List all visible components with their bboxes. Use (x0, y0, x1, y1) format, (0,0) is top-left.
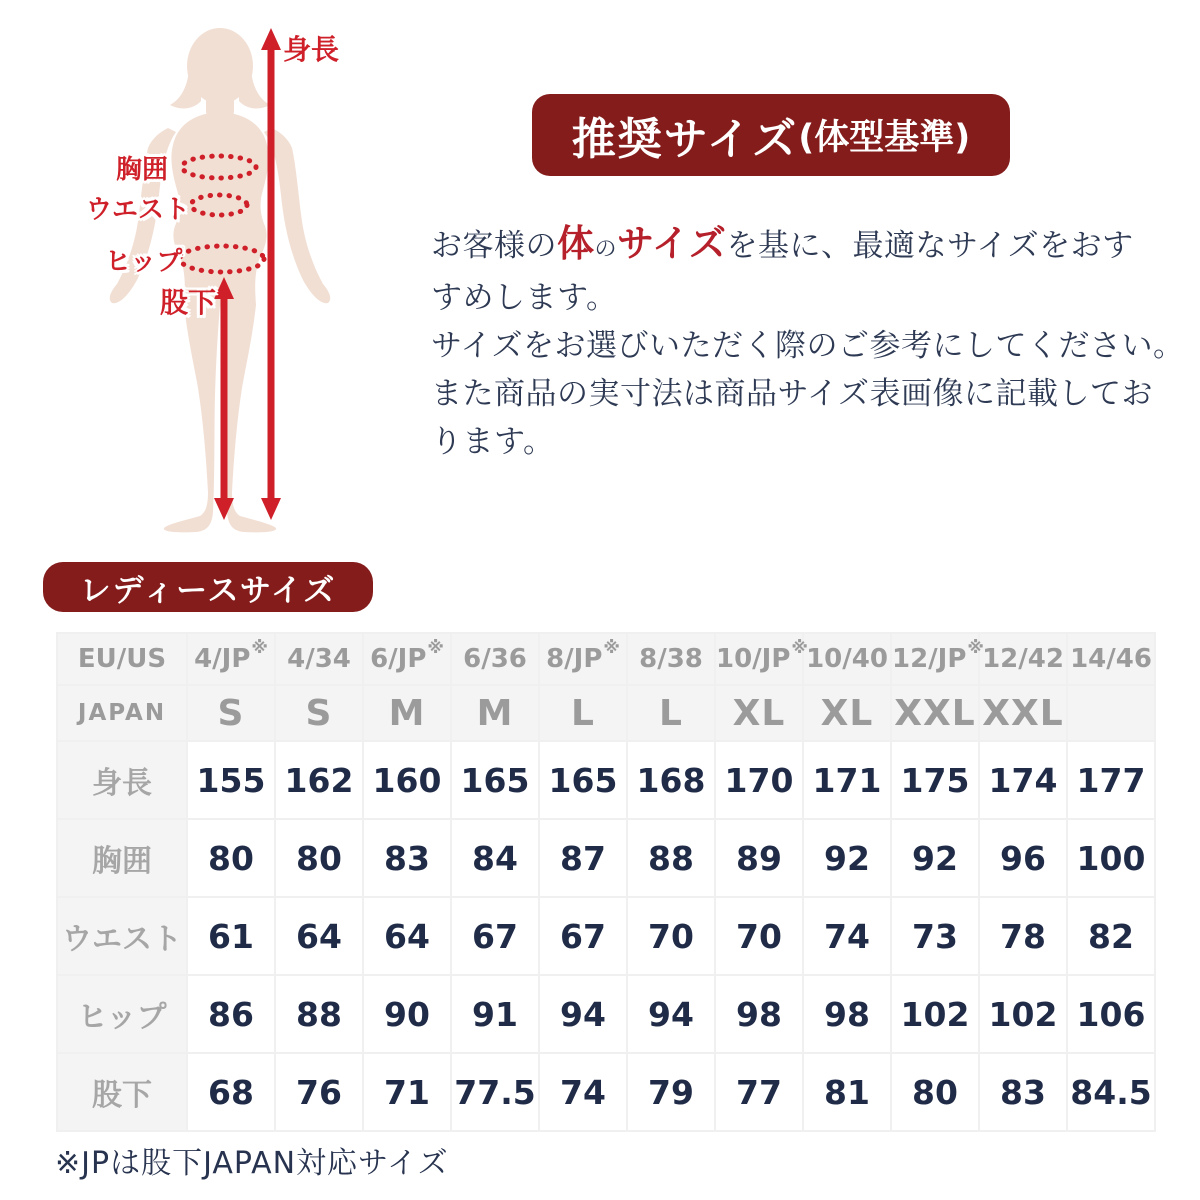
japan-size-cell: XL (715, 685, 803, 741)
eu-us-header-cell: 10/JP※ (715, 633, 803, 685)
size-value-cell: 74 (539, 1053, 627, 1131)
size-value-cell: 79 (627, 1053, 715, 1131)
size-value-cell: 67 (451, 897, 539, 975)
eu-us-header-label: EU/US (57, 633, 187, 685)
eu-us-header-cell: 12/42 (979, 633, 1067, 685)
recommended-size-banner-subtitle: (体型基準) (798, 118, 971, 158)
size-value-cell: 102 (979, 975, 1067, 1053)
size-value-cell: 71 (363, 1053, 451, 1131)
ladies-size-banner: レディースサイズ (43, 562, 373, 612)
japan-size-cell: L (627, 685, 715, 741)
size-value-cell: 80 (891, 1053, 979, 1131)
eu-us-header-cell: 10/40 (803, 633, 891, 685)
intro-line1-suffix: を基に、最適なサイズをおす (726, 228, 1134, 264)
japan-size-cell: XXL (891, 685, 979, 741)
eu-us-header-cell: 8/38 (627, 633, 715, 685)
eu-us-header-cell: 6/36 (451, 633, 539, 685)
size-value-cell: 92 (891, 819, 979, 897)
japan-size-cell: XL (803, 685, 891, 741)
measurement-row (57, 741, 1155, 819)
size-value-cell: 74 (803, 897, 891, 975)
reference-mark: ※ (251, 638, 268, 658)
size-value-cell: 84 (451, 819, 539, 897)
row-label-cell: 胸囲 (57, 819, 187, 897)
size-value-cell: 162 (275, 741, 363, 819)
size-value-cell: 155 (187, 741, 275, 819)
intro-line1-size-word: サイズ (617, 222, 727, 265)
size-value-cell: 80 (275, 819, 363, 897)
size-value-cell: 96 (979, 819, 1067, 897)
height-label: 身長 (283, 33, 340, 66)
row-label-cell: ウエスト (57, 897, 187, 975)
size-value-cell: 91 (451, 975, 539, 1053)
size-value-cell: 165 (451, 741, 539, 819)
size-value-cell: 94 (539, 975, 627, 1053)
japan-size-cell: XXL (979, 685, 1067, 741)
intro-line-4: また商品の実寸法は商品サイズ表画像に記載してお (431, 376, 1154, 412)
size-value-cell: 168 (627, 741, 715, 819)
eu-us-header-cell: 14/46 (1067, 633, 1155, 685)
size-value-cell: 82 (1067, 897, 1155, 975)
size-value-cell: 106 (1067, 975, 1155, 1053)
intro-line1-no: の (594, 237, 618, 262)
size-value-cell: 102 (891, 975, 979, 1053)
size-value-cell: 94 (627, 975, 715, 1053)
size-value-cell: 64 (275, 897, 363, 975)
eu-us-header-cell: 4/JP※ (187, 633, 275, 685)
inseam-label: 股下 (160, 286, 217, 319)
size-value-cell: 84.5 (1067, 1053, 1155, 1131)
size-value-cell: 160 (363, 741, 451, 819)
eu-us-header-cell: 4/34 (275, 633, 363, 685)
size-value-cell: 92 (803, 819, 891, 897)
size-value-cell: 100 (1067, 819, 1155, 897)
intro-text (431, 220, 1200, 466)
size-value-cell: 165 (539, 741, 627, 819)
size-value-cell: 81 (803, 1053, 891, 1131)
size-value-cell: 98 (803, 975, 891, 1053)
intro-line-5: ります。 (431, 424, 555, 460)
japan-size-cell: S (275, 685, 363, 741)
measurement-row (57, 975, 1155, 1053)
waist-label: ウエスト (86, 195, 191, 225)
measurement-row (57, 819, 1155, 897)
jp-footnote: ※JPは股下JAPAN対応サイズ (55, 1146, 449, 1181)
reference-mark: ※ (967, 638, 984, 658)
reference-mark: ※ (791, 638, 808, 658)
eu-us-header-row (57, 633, 1155, 685)
size-value-cell: 73 (891, 897, 979, 975)
recommended-size-banner-title: 推奨サイズ (571, 114, 799, 165)
japan-size-cell: L (539, 685, 627, 741)
japan-header-row (57, 685, 1155, 741)
size-value-cell: 64 (363, 897, 451, 975)
size-value-cell: 98 (715, 975, 803, 1053)
japan-header-label: JAPAN (57, 685, 187, 741)
eu-us-header-cell: 12/JP※ (891, 633, 979, 685)
intro-line1-body-word: 体 (557, 222, 595, 265)
size-table (56, 632, 1156, 1132)
body-silhouette (110, 28, 331, 532)
size-value-cell: 70 (627, 897, 715, 975)
japan-size-cell: M (363, 685, 451, 741)
intro-line-3: サイズをお選びいただく際のご参考にしてください。 (431, 328, 1185, 364)
row-label-cell: 股下 (57, 1053, 187, 1131)
size-value-cell: 89 (715, 819, 803, 897)
size-value-cell: 174 (979, 741, 1067, 819)
intro-line-1 (431, 222, 1134, 265)
size-value-cell: 87 (539, 819, 627, 897)
reference-mark: ※ (603, 638, 620, 658)
chest-label: 胸囲 (116, 155, 169, 185)
japan-size-cell: M (451, 685, 539, 741)
size-value-cell: 61 (187, 897, 275, 975)
eu-us-header-cell: 6/JP※ (363, 633, 451, 685)
size-value-cell: 70 (715, 897, 803, 975)
size-value-cell: 177 (1067, 741, 1155, 819)
size-value-cell: 170 (715, 741, 803, 819)
hip-label: ヒップ (105, 247, 183, 277)
intro-line1-prefix: お客様の (431, 228, 557, 264)
intro-line-2: すめします。 (431, 280, 618, 316)
size-value-cell: 68 (187, 1053, 275, 1131)
size-value-cell: 77 (715, 1053, 803, 1131)
size-value-cell: 76 (275, 1053, 363, 1131)
size-value-cell: 67 (539, 897, 627, 975)
japan-size-cell (1067, 685, 1155, 741)
recommended-size-banner (532, 94, 1010, 176)
body-measurement-figure (0, 0, 430, 585)
size-value-cell: 90 (363, 975, 451, 1053)
eu-us-header-cell: 8/JP※ (539, 633, 627, 685)
japan-size-cell: S (187, 685, 275, 741)
size-value-cell: 171 (803, 741, 891, 819)
size-value-cell: 77.5 (451, 1053, 539, 1131)
measurement-row (57, 1053, 1155, 1131)
reference-mark: ※ (427, 638, 444, 658)
size-value-cell: 78 (979, 897, 1067, 975)
size-value-cell: 86 (187, 975, 275, 1053)
row-label-cell: ヒップ (57, 975, 187, 1053)
size-value-cell: 80 (187, 819, 275, 897)
size-value-cell: 88 (275, 975, 363, 1053)
size-value-cell: 88 (627, 819, 715, 897)
size-value-cell: 83 (363, 819, 451, 897)
row-label-cell: 身長 (57, 741, 187, 819)
size-value-cell: 83 (979, 1053, 1067, 1131)
measurement-row (57, 897, 1155, 975)
size-value-cell: 175 (891, 741, 979, 819)
